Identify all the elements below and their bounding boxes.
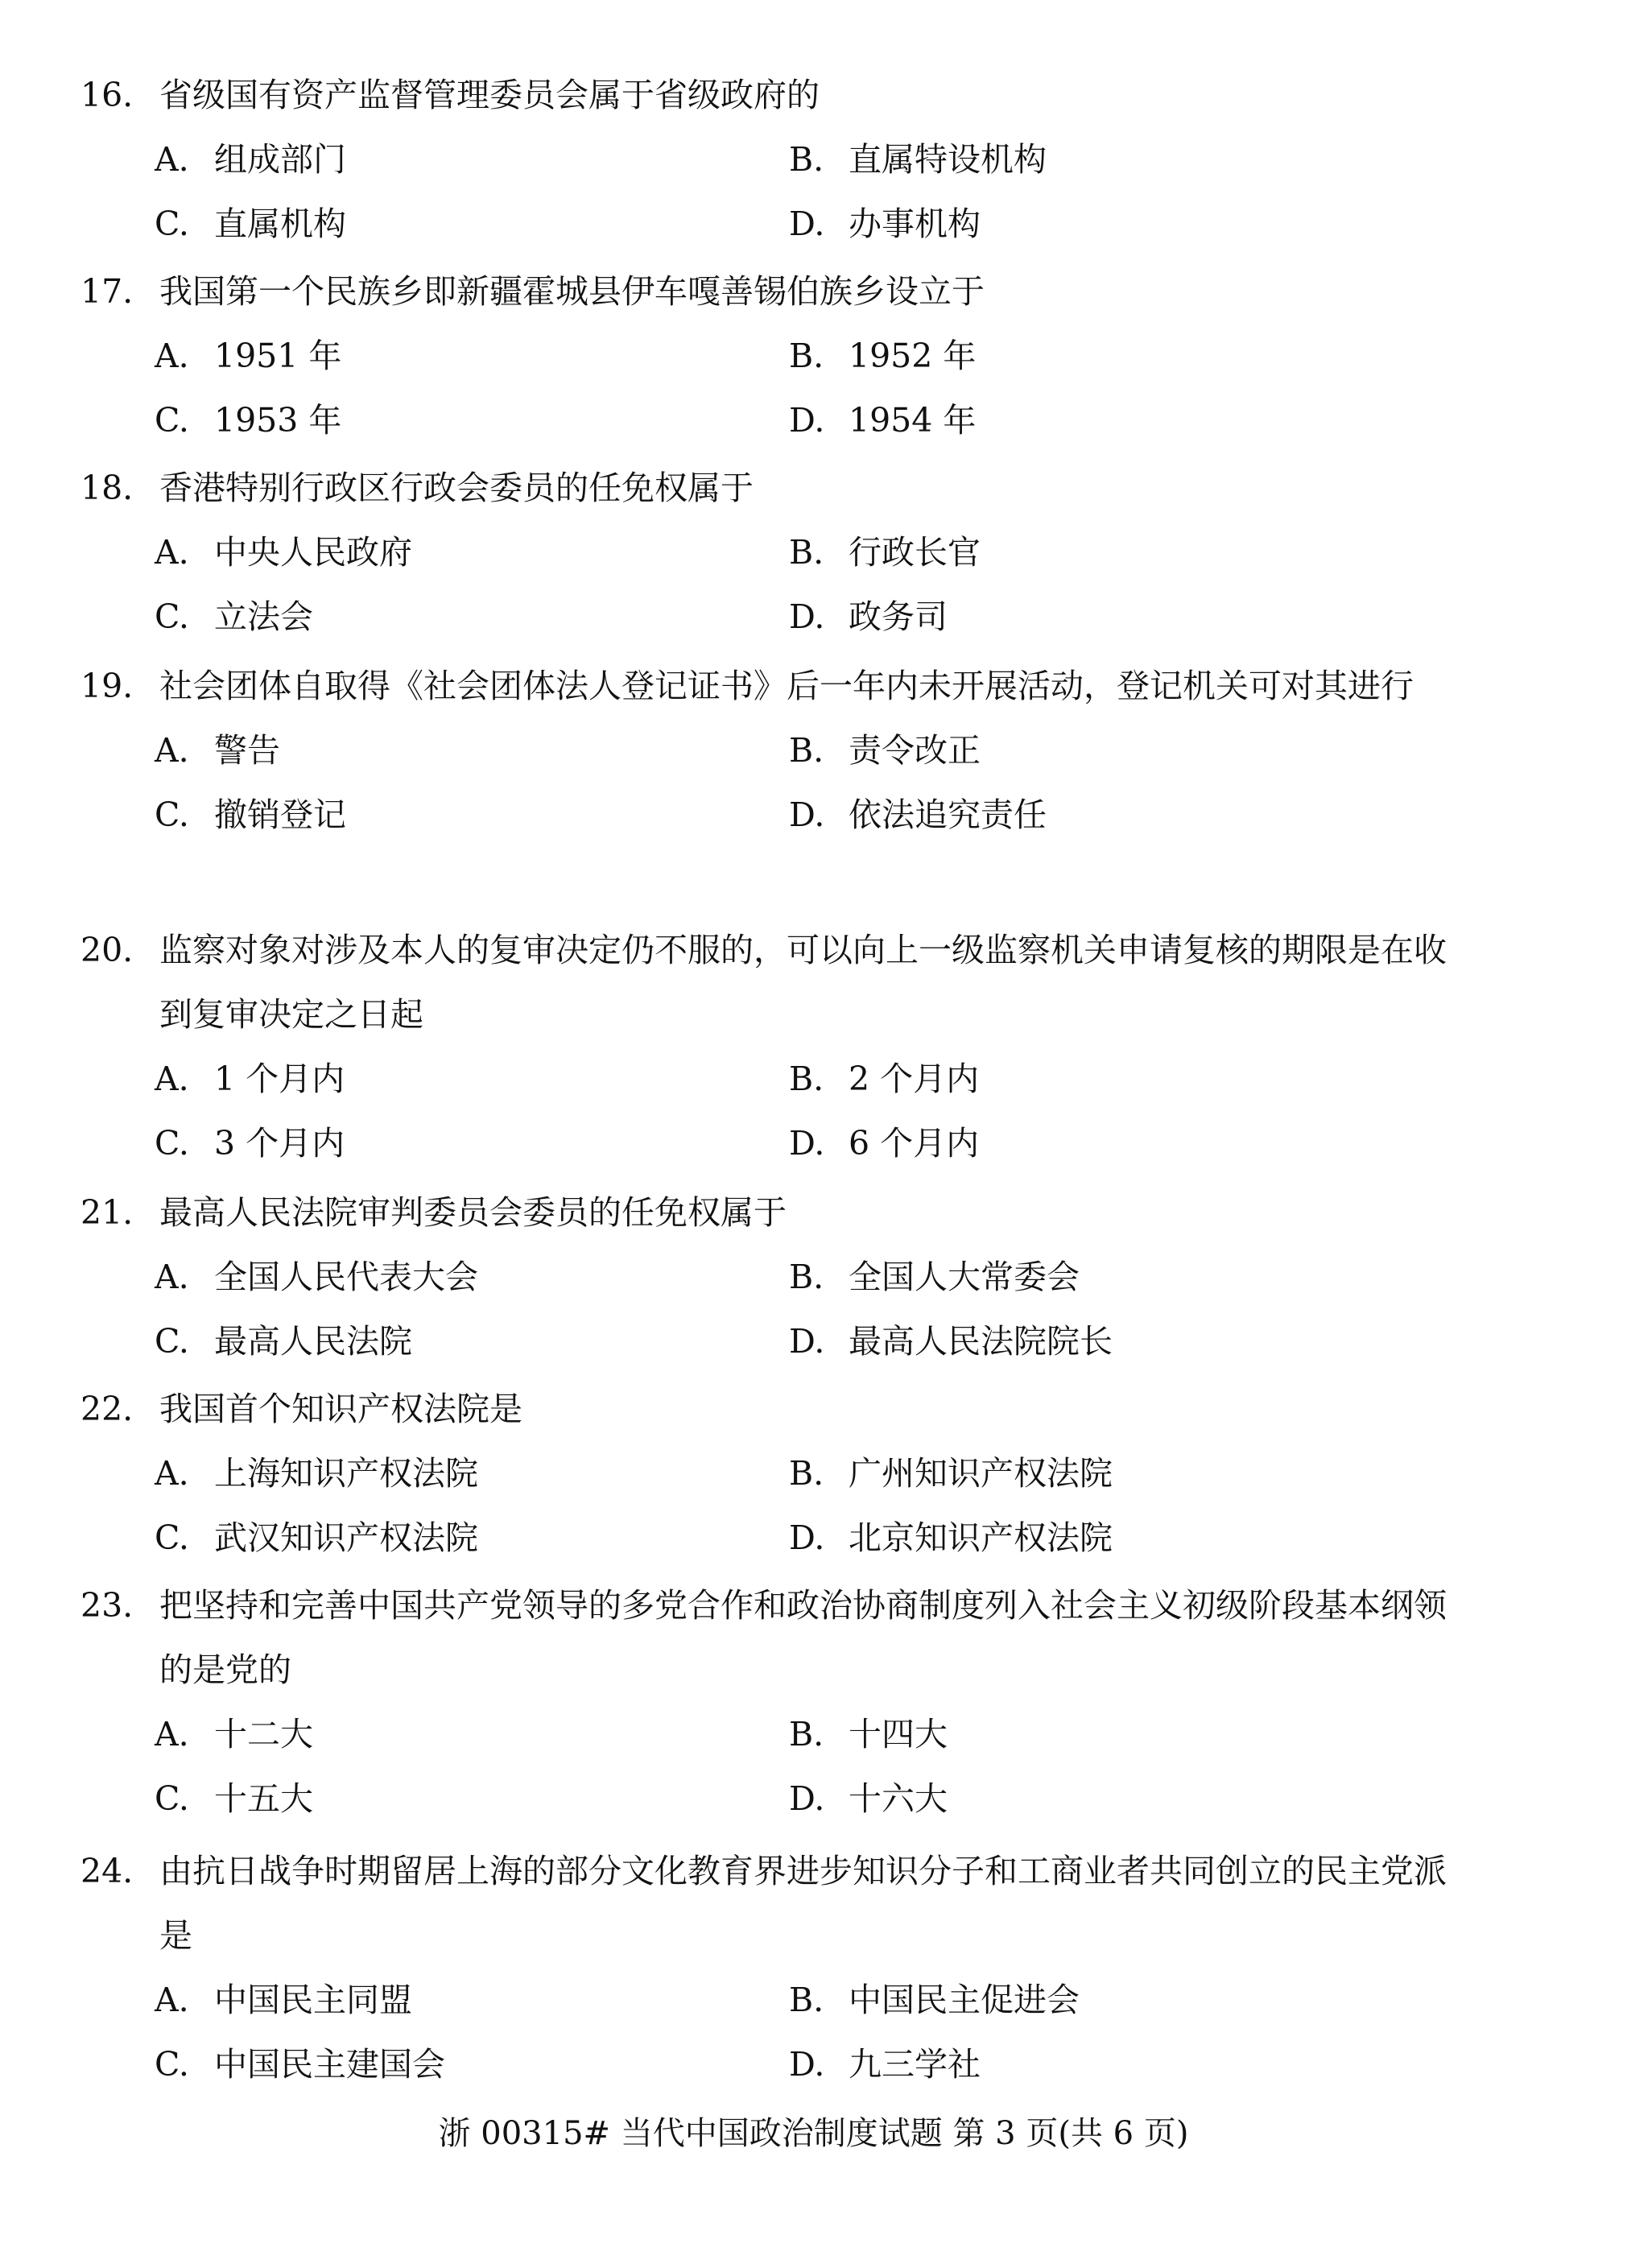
option-b: B. 直属特设机构 <box>789 140 1047 179</box>
option-d: D. 九三学社 <box>789 2045 981 2084</box>
option-b: B. 1952 年 <box>789 337 977 375</box>
question-number: 21. <box>81 1193 134 1232</box>
question-text: 省级国有资产监督管理委员会属于省级政府的 <box>159 76 820 114</box>
question-stem <box>81 1180 1465 1245</box>
option-d: D. 十六大 <box>789 1779 948 1818</box>
question-24 <box>81 1839 1465 2097</box>
options <box>81 1441 1465 1570</box>
option-d: D. 政务司 <box>789 597 948 636</box>
option-a: A. 上海知识产权法院 <box>155 1454 478 1493</box>
option-c: C. 武汉知识产权法院 <box>155 1518 478 1557</box>
question-text: 我国第一个民族乡即新疆霍城县伊车嘎善锡伯族乡设立于 <box>159 272 985 311</box>
question-19 <box>81 654 1465 847</box>
option-d: D. 依法追究责任 <box>789 795 1047 834</box>
option-a: A. 1951 年 <box>155 337 342 375</box>
option-b: B. 广州知识产权法院 <box>789 1454 1113 1493</box>
option-d: D. 办事机构 <box>789 204 981 243</box>
question-stem <box>81 63 1465 127</box>
option-d: D. 6 个月内 <box>789 1124 980 1163</box>
question-text: 把坚持和完善中国共产党领导的多党合作和政治协商制度列入社会主义初级阶段基本纲领的是党的 <box>159 1586 1447 1689</box>
question-number: 23. <box>81 1586 134 1625</box>
page-footer: 浙 00315# 当代中国政治制度试题 第 3 页(共 6 页) <box>438 2115 1189 2152</box>
option-b: B. 行政长官 <box>789 533 981 572</box>
question-stem <box>81 259 1465 324</box>
question-number: 20. <box>81 931 134 969</box>
option-a: A. 警告 <box>155 731 280 770</box>
question-18 <box>81 456 1465 649</box>
options <box>81 1245 1465 1374</box>
question-stem <box>81 918 1465 1047</box>
option-a: A. 十二大 <box>155 1715 313 1754</box>
question-number: 22. <box>81 1390 134 1428</box>
option-b: B. 中国民主促进会 <box>789 1981 1080 2019</box>
question-text: 香港特别行政区行政会委员的任免权属于 <box>159 469 754 507</box>
question-number: 17. <box>81 272 134 311</box>
options <box>81 718 1465 847</box>
question-text: 由抗日战争时期留居上海的部分文化教育界进步知识分子和工商业者共同创立的民主党派是 <box>159 1852 1447 1955</box>
question-text: 监察对象对涉及本人的复审决定仍不服的，可以向上一级监察机关申请复核的期限是在收到复审决定之日起 <box>159 931 1447 1034</box>
option-c: C. 十五大 <box>155 1779 313 1818</box>
question-stem <box>81 1573 1465 1702</box>
question-number: 24. <box>81 1852 134 1890</box>
question-text: 最高人民法院审判委员会委员的任免权属于 <box>159 1193 787 1232</box>
option-a: A. 1 个月内 <box>155 1060 345 1098</box>
option-a: A. 组成部门 <box>155 140 346 179</box>
question-22 <box>81 1377 1465 1570</box>
option-b: B. 责令改正 <box>789 731 981 770</box>
question-21 <box>81 1180 1465 1374</box>
option-b: B. 全国人大常委会 <box>789 1258 1080 1296</box>
question-stem <box>81 1839 1465 1968</box>
option-c: C. 最高人民法院 <box>155 1322 412 1361</box>
question-20 <box>81 918 1465 1175</box>
options <box>81 1968 1465 2097</box>
options <box>81 324 1465 452</box>
question-23 <box>81 1573 1465 1831</box>
option-a: A. 中国民主同盟 <box>155 1981 412 2019</box>
question-stem <box>81 1377 1465 1441</box>
options <box>81 1047 1465 1175</box>
question-stem <box>81 654 1465 718</box>
question-17 <box>81 259 1465 452</box>
option-b: B. 十四大 <box>789 1715 948 1754</box>
option-c: C. 1953 年 <box>155 401 342 440</box>
option-d: D. 北京知识产权法院 <box>789 1518 1113 1557</box>
question-number: 18. <box>81 469 134 507</box>
option-b: B. 2 个月内 <box>789 1060 980 1098</box>
option-c: C. 立法会 <box>155 597 313 636</box>
question-text: 社会团体自取得《社会团体法人登记证书》后一年内未开展活动，登记机关可对其进行 <box>159 667 1414 705</box>
question-16 <box>81 63 1465 256</box>
option-c: C. 中国民主建国会 <box>155 2045 445 2084</box>
option-c: C. 直属机构 <box>155 204 346 243</box>
question-number: 16. <box>81 76 134 114</box>
options <box>81 127 1465 256</box>
question-text: 我国首个知识产权法院是 <box>159 1390 522 1428</box>
question-number: 19. <box>81 667 134 705</box>
option-c: C. 撤销登记 <box>155 795 346 834</box>
option-d: D. 1954 年 <box>789 401 977 440</box>
options <box>81 1702 1465 1831</box>
option-a: A. 中央人民政府 <box>155 533 412 572</box>
option-d: D. 最高人民法院院长 <box>789 1322 1113 1361</box>
options <box>81 520 1465 649</box>
question-stem <box>81 456 1465 520</box>
option-c: C. 3 个月内 <box>155 1124 345 1163</box>
option-a: A. 全国人民代表大会 <box>155 1258 478 1296</box>
